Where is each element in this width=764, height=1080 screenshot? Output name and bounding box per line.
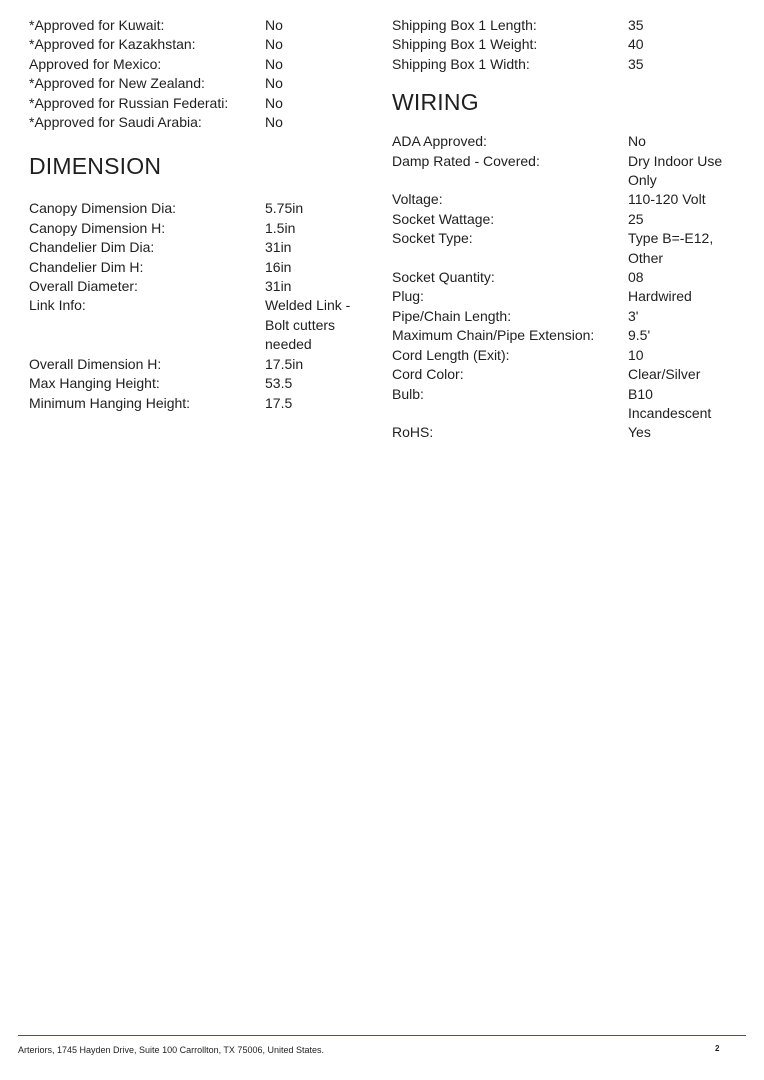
- spec-row: [392, 268, 742, 287]
- spec-value: No: [265, 114, 283, 131]
- spec-value: No: [265, 75, 283, 92]
- spec-label: RoHS:: [392, 424, 434, 441]
- spec-label: Cord Color:: [392, 366, 464, 383]
- spec-value: 17.5: [265, 394, 293, 411]
- spec-label: *Approved for Kazakhstan:: [29, 36, 196, 53]
- spec-label: Canopy Dimension Dia:: [29, 200, 177, 217]
- spec-row: [392, 423, 742, 442]
- spec-label: Canopy Dimension H:: [29, 219, 166, 236]
- spec-label: Plug:: [392, 288, 424, 305]
- spec-row: [392, 229, 742, 268]
- spec-row: [392, 365, 742, 384]
- spec-label: Chandelier Dim Dia:: [29, 239, 155, 256]
- spec-label: Link Info:: [29, 297, 86, 314]
- footer-address: Arteriors, 1745 Hayden Drive, Suite 100 Carrollton, TX 75006, United States.: [18, 1045, 324, 1055]
- spec-label: Damp Rated - Covered:: [392, 152, 540, 169]
- spec-value: B10 Incandescent: [628, 385, 712, 421]
- spec-label: *Approved for New Zealand:: [29, 75, 205, 92]
- spec-row: [392, 190, 742, 209]
- spec-row: [29, 277, 369, 296]
- spec-value: 40: [628, 36, 644, 53]
- spec-row: [29, 296, 369, 354]
- spec-label: Chandelier Dim H:: [29, 258, 144, 275]
- spec-value: 53.5: [265, 375, 293, 392]
- spec-value: Hardwired: [628, 288, 692, 305]
- spec-row: [29, 74, 369, 93]
- spec-row: [29, 55, 369, 74]
- spec-row: [392, 55, 742, 74]
- spec-row: [392, 35, 742, 54]
- spec-value: 110-120 Volt: [628, 191, 706, 208]
- spec-label: Socket Type:: [392, 230, 473, 247]
- spec-label: Minimum Hanging Height:: [29, 394, 191, 411]
- spec-row: [392, 307, 742, 326]
- spec-value: No: [265, 36, 283, 53]
- spec-row: [392, 210, 742, 229]
- spec-value: 35: [628, 55, 644, 72]
- spec-value: 17.5in: [265, 355, 304, 372]
- spec-value: 35: [628, 17, 644, 33]
- spec-label: Shipping Box 1 Length:: [392, 17, 537, 33]
- spec-label: Cord Length (Exit):: [392, 346, 510, 363]
- spec-row: [29, 35, 369, 54]
- spec-value: Yes: [628, 424, 651, 441]
- page-number: 2: [715, 1044, 720, 1053]
- spec-row: [29, 238, 369, 257]
- spec-value: Clear/Silver: [628, 366, 701, 383]
- spec-value: Dry Indoor Use Only: [628, 152, 723, 189]
- spec-label: Max Hanging Height:: [29, 375, 160, 392]
- spec-value: 5.75in: [265, 200, 304, 217]
- spec-value: 08: [628, 269, 644, 286]
- spec-value: No: [265, 55, 283, 72]
- spec-label: Shipping Box 1 Weight:: [392, 36, 538, 53]
- spec-label: Voltage:: [392, 191, 443, 208]
- spec-value: 3': [628, 307, 639, 324]
- spec-row: [392, 152, 742, 191]
- spec-label: *Approved for Saudi Arabia:: [29, 114, 202, 131]
- wiring-heading: WIRING: [392, 89, 479, 116]
- spec-label: *Approved for Russian Federati:: [29, 94, 229, 111]
- spec-row: [29, 258, 369, 277]
- spec-label: Maximum Chain/Pipe Extension:: [392, 327, 595, 344]
- spec-label: ADA Approved:: [392, 133, 487, 150]
- spec-value: Welded Link - Bolt cutters needed: [265, 297, 351, 353]
- spec-label: Socket Wattage:: [392, 210, 495, 227]
- spec-label: Overall Diameter:: [29, 278, 138, 295]
- spec-value: 31in: [265, 239, 292, 256]
- spec-value: 9.5': [628, 327, 651, 344]
- spec-row: [29, 355, 369, 374]
- spec-label: Shipping Box 1 Width:: [392, 55, 530, 72]
- spec-row: [392, 346, 742, 365]
- spec-label: Approved for Mexico:: [29, 55, 162, 72]
- spec-row: [29, 16, 369, 35]
- spec-value: 31in: [265, 278, 292, 295]
- spec-row: [29, 394, 369, 413]
- spec-row: [392, 287, 742, 306]
- spec-value: Type B=-E12, Other: [628, 230, 714, 266]
- spec-row: [29, 219, 369, 238]
- spec-row: [29, 199, 369, 218]
- spec-row: [29, 94, 369, 113]
- spec-value: 25: [628, 210, 644, 227]
- spec-row: [29, 113, 369, 132]
- spec-label: Pipe/Chain Length:: [392, 307, 512, 324]
- spec-value: 1.5in: [265, 219, 296, 236]
- wiring-list: [392, 132, 742, 443]
- footer-divider: [18, 1035, 746, 1036]
- dimension-heading: DIMENSION: [29, 153, 162, 180]
- spec-value: No: [265, 17, 283, 33]
- spec-value: 16in: [265, 258, 292, 275]
- spec-row: [29, 374, 369, 393]
- spec-label: Socket Quantity:: [392, 269, 495, 286]
- approvals-list: [29, 16, 369, 132]
- shipping-list: [392, 16, 742, 74]
- spec-row: [392, 16, 742, 35]
- dimension-list: [29, 199, 369, 412]
- spec-row: [392, 385, 742, 424]
- spec-value: 10: [628, 346, 644, 363]
- right-column: [392, 16, 742, 443]
- spec-value: No: [628, 133, 646, 150]
- spec-label: *Approved for Kuwait:: [29, 17, 165, 33]
- left-column: [29, 16, 369, 413]
- spec-label: Overall Dimension H:: [29, 355, 162, 372]
- spec-value: No: [265, 94, 283, 111]
- spec-row: [392, 326, 742, 345]
- spec-row: [392, 132, 742, 151]
- spec-label: Bulb:: [392, 385, 424, 402]
